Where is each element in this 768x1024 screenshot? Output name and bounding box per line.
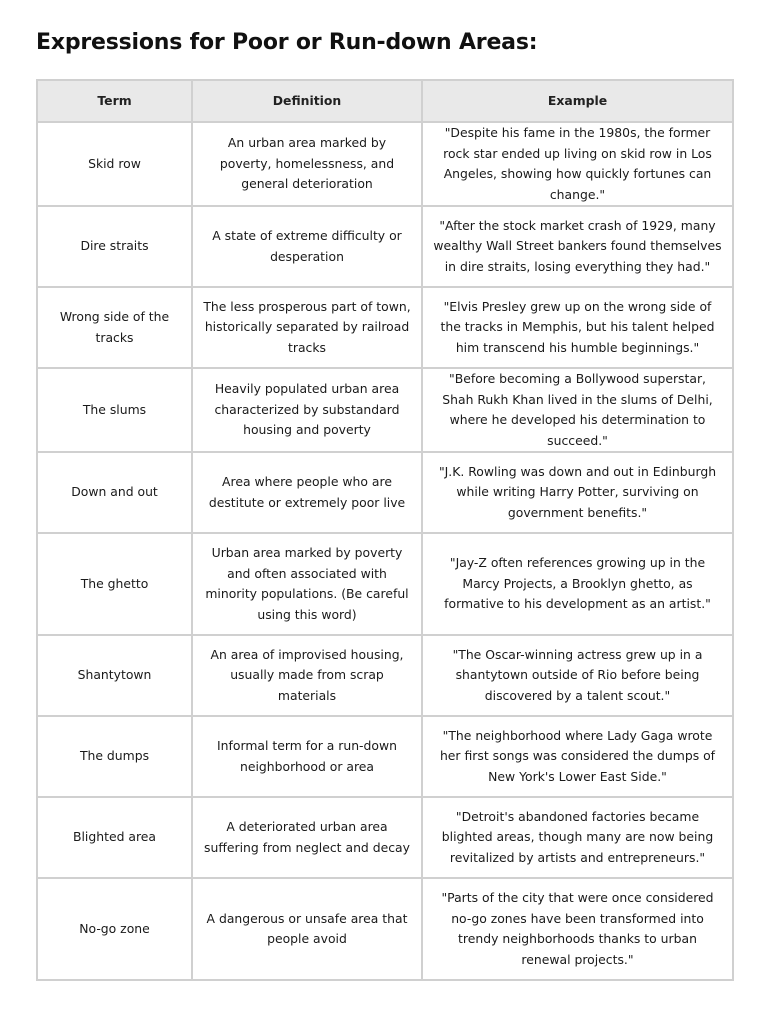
term-cell: The dumps [37, 716, 192, 797]
example-cell: "The Oscar-winning actress grew up in a shantytown outside of Rio before being discovered by a talent scout." [422, 635, 733, 716]
term-cell: No-go zone [37, 878, 192, 980]
header-term: Term [37, 80, 192, 122]
term-cell: The slums [37, 368, 192, 452]
example-cell: "Detroit's abandoned factories became blighted areas, though many are now being revitalized by artists and entrepreneurs." [422, 797, 733, 878]
example-cell: "Despite his fame in the 1980s, the former rock star ended up living on skid row in Los Angeles, showing how quickly fortunes can change." [422, 122, 733, 206]
table-body [37, 122, 733, 980]
term-cell: Wrong side of the tracks [37, 287, 192, 368]
example-cell: "Parts of the city that were once considered no-go zones have been transformed into trendy neighborhoods thanks to urban renewal projects." [422, 878, 733, 980]
definition-cell: The less prosperous part of town, historically separated by railroad tracks [192, 287, 422, 368]
table-row [37, 452, 733, 533]
definition-cell: Informal term for a run-down neighborhood or area [192, 716, 422, 797]
definition-cell: A state of extreme difficulty or desperation [192, 206, 422, 287]
definition-cell: Area where people who are destitute or extremely poor live [192, 452, 422, 533]
header-example: Example [422, 80, 733, 122]
definition-cell: A deteriorated urban area suffering from neglect and decay [192, 797, 422, 878]
example-cell: "Before becoming a Bollywood superstar, Shah Rukh Khan lived in the slums of Delhi, where he developed his determination to succeed." [422, 368, 733, 452]
page-title: Expressions for Poor or Run-down Areas: [36, 30, 538, 55]
term-cell: Down and out [37, 452, 192, 533]
table-row [37, 287, 733, 368]
table-row [37, 368, 733, 452]
table-row [37, 122, 733, 206]
table-row [37, 635, 733, 716]
header-definition: Definition [192, 80, 422, 122]
table-header [37, 80, 733, 122]
example-cell: "J.K. Rowling was down and out in Edinburgh while writing Harry Potter, surviving on government benefits." [422, 452, 733, 533]
definition-cell: An area of improvised housing, usually made from scrap materials [192, 635, 422, 716]
example-cell: "After the stock market crash of 1929, many wealthy Wall Street bankers found themselves in dire straits, losing everything they had." [422, 206, 733, 287]
table-row [37, 716, 733, 797]
example-cell: "Elvis Presley grew up on the wrong side of the tracks in Memphis, but his talent helped him transcend his humble beginnings." [422, 287, 733, 368]
table-row [37, 797, 733, 878]
term-cell: Dire straits [37, 206, 192, 287]
example-cell: "Jay-Z often references growing up in the Marcy Projects, a Brooklyn ghetto, as formative to his development as an artist." [422, 533, 733, 635]
definition-cell: An urban area marked by poverty, homelessness, and general deterioration [192, 122, 422, 206]
term-cell: The ghetto [37, 533, 192, 635]
expressions-table [36, 79, 734, 981]
term-cell: Skid row [37, 122, 192, 206]
definition-cell: Heavily populated urban area characterized by substandard housing and poverty [192, 368, 422, 452]
table-row [37, 878, 733, 980]
definition-cell: A dangerous or unsafe area that people avoid [192, 878, 422, 980]
table-row [37, 533, 733, 635]
term-cell: Blighted area [37, 797, 192, 878]
header-row [37, 80, 733, 122]
term-cell: Shantytown [37, 635, 192, 716]
example-cell: "The neighborhood where Lady Gaga wrote her first songs was considered the dumps of New York's Lower East Side." [422, 716, 733, 797]
table-row [37, 206, 733, 287]
definition-cell: Urban area marked by poverty and often associated with minority populations. (Be careful using this word) [192, 533, 422, 635]
